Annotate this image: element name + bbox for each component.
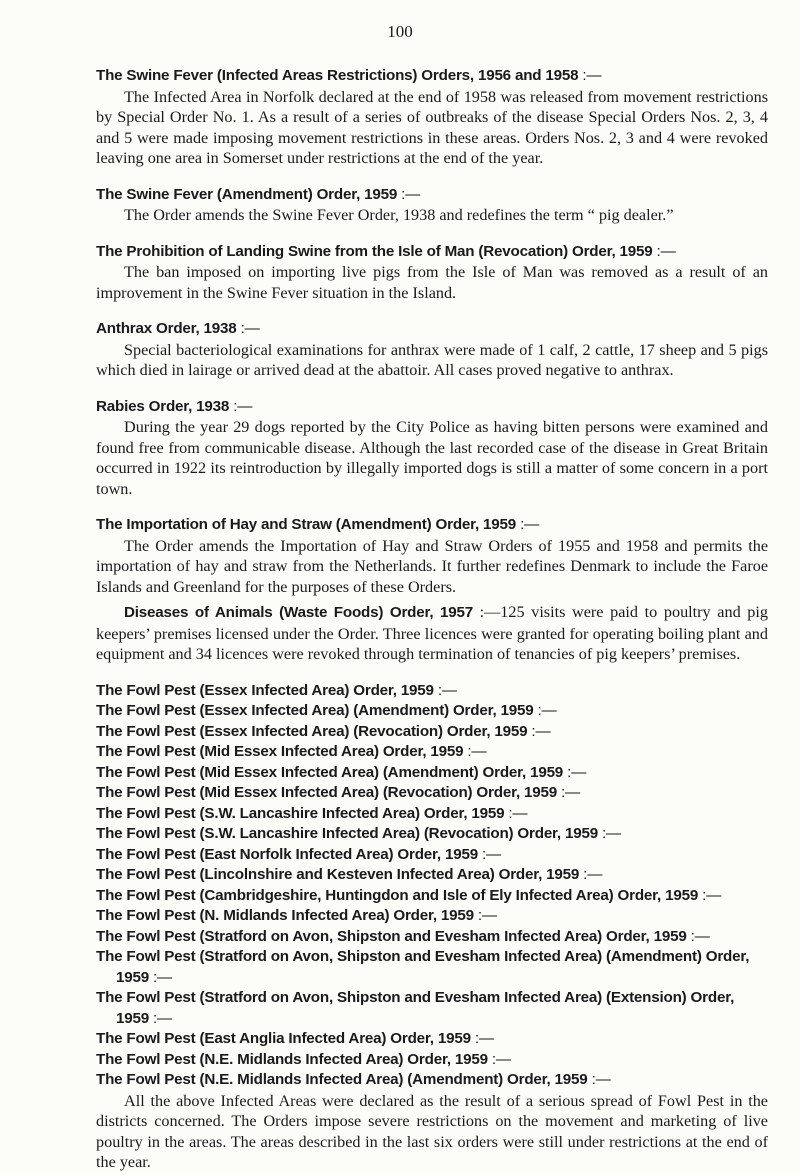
section-body: The Infected Area in Norfolk declared at the end of 1958 was released from movement restrictions by Special Order No. 1. As a result of a series of outbreaks of the disease Special Orders Nos. 2, 3, 4 and 5 were made imposing movement restrictions in these areas. Orders Nos. 2, 3 and 4 were revoked leaving one area in Somerset under restrictions at the end of the year. — [96, 87, 768, 167]
fowl-pest-orders-list — [96, 681, 768, 1091]
page-number: 100 — [387, 22, 413, 41]
order-item: The Fowl Pest (Lincolnshire and Kesteven Infected Area) Order, 1959 :— — [96, 866, 603, 883]
section-heading: The Prohibition of Landing Swine from the Isle of Man (Revocation) Order, 1959 :— — [96, 242, 676, 260]
order-item: The Fowl Pest (Essex Infected Area) (Amendment) Order, 1959 :— — [96, 702, 557, 719]
section-heading: The Swine Fever (Infected Areas Restrictions) Orders, 1956 and 1958 :— — [96, 67, 602, 84]
section-body: The Order amends the Swine Fever Order, 1938 and redefines the term “ pig dealer.” — [124, 206, 674, 224]
inline-separator: :— — [472, 603, 501, 621]
fowl-pest-summary: All the above Infected Areas were declared as the result of a serious spread of Fowl Pest in the districts concerned. The Orders impose severe restrictions on the movement and marketing of live poultry in the areas. The areas described in the last six orders were still under restrictions at the end of the year. — [96, 1091, 768, 1171]
order-item: The Fowl Pest (S.W. Lancashire Infected Area) (Revocation) Order, 1959 :— — [96, 825, 621, 842]
order-item: The Fowl Pest (N.E. Midlands Infected Area) Order, 1959 :— — [96, 1050, 511, 1068]
order-item: The Fowl Pest (Stratford on Avon, Shipston and Evesham Infected Area) (Amendment) Order, 1959 :— — [96, 948, 750, 986]
section-body: Special bacteriological examinations for anthrax were made of 1 calf, 2 cattle, 17 sheep and 5 pigs which died in lairage or arrived dead at the abattoir. All cases proved negative to anthrax. — [96, 340, 768, 379]
section-body: The ban imposed on importing live pigs from the Isle of Man was removed as a result of an improvement in the Swine Fever situation in the Island. — [96, 263, 768, 302]
section-waste-foods — [96, 602, 768, 665]
section-hay-straw — [96, 515, 768, 597]
order-item: The Fowl Pest (Stratford on Avon, Shipston and Evesham Infected Area) (Extension) Order, 1959 :— — [96, 989, 735, 1027]
section-heading: Diseases of Animals (Waste Foods) Order, 1957 — [124, 604, 473, 621]
section-rabies — [96, 397, 768, 500]
order-item: The Fowl Pest (Mid Essex Infected Area) (Revocation) Order, 1959 :— — [96, 784, 580, 801]
order-item: The Fowl Pest (N.E. Midlands Infected Area) (Amendment) Order, 1959 :— — [96, 1071, 611, 1088]
order-item: The Fowl Pest (S.W. Lancashire Infected Area) Order, 1959 :— — [96, 804, 528, 822]
order-item: The Fowl Pest (Essex Infected Area) Order, 1959 :— — [96, 681, 457, 699]
section-heading: The Swine Fever (Amendment) Order, 1959 :— — [96, 185, 421, 203]
section-isle-of-man — [96, 242, 768, 304]
order-item: The Fowl Pest (Essex Infected Area) (Revocation) Order, 1959 :— — [96, 722, 551, 740]
section-body: The Order amends the Importation of Hay and Straw Orders of 1955 and 1958 and permits the importation of hay and straw from the Netherlands. It further redefines Denmark to include the Faroe Islands and Greenland for the purposes of these Orders. — [96, 536, 768, 596]
section-swine-fever-orders — [96, 66, 768, 169]
order-item: The Fowl Pest (East Norfolk Infected Area) Order, 1959 :— — [96, 845, 501, 863]
section-heading: Rabies Order, 1938 :— — [96, 397, 253, 415]
section-body: During the year 29 dogs reported by the City Police as having bitten persons were examined and found free from communicable disease. Although the last recorded case of the disease in Great Britain occurred in 1922 its reintroduction by illegally imported dogs is still a matter of some concern in a port town. — [96, 418, 768, 498]
order-item: The Fowl Pest (Cambridgeshire, Huntingdon and Isle of Ely Infected Area) Order, 1959 :— — [96, 886, 722, 904]
section-body: 125 visits were paid to poultry and pig keepers’ premises licensed under the Order. Three licences were granted for operating boiling plant and equipment and 34 licences were revoked through termination of tenancies of pig keepers’ premises. — [96, 603, 768, 663]
section-swine-fever-amendment — [96, 185, 768, 226]
order-item: The Fowl Pest (East Anglia Infected Area) Order, 1959 :— — [96, 1030, 494, 1047]
page-content — [96, 66, 768, 1173]
order-item: The Fowl Pest (Stratford on Avon, Shipston and Evesham Infected Area) Order, 1959 :— — [96, 927, 710, 945]
section-heading: Anthrax Order, 1938 :— — [96, 320, 260, 337]
order-item: The Fowl Pest (N. Midlands Infected Area) Order, 1959 :— — [96, 907, 497, 924]
order-item: The Fowl Pest (Mid Essex Infected Area) Order, 1959 :— — [96, 743, 487, 760]
section-heading: The Importation of Hay and Straw (Amendment) Order, 1959 :— — [96, 516, 540, 533]
section-anthrax — [96, 319, 768, 381]
order-item: The Fowl Pest (Mid Essex Infected Area) (Amendment) Order, 1959 :— — [96, 763, 587, 781]
